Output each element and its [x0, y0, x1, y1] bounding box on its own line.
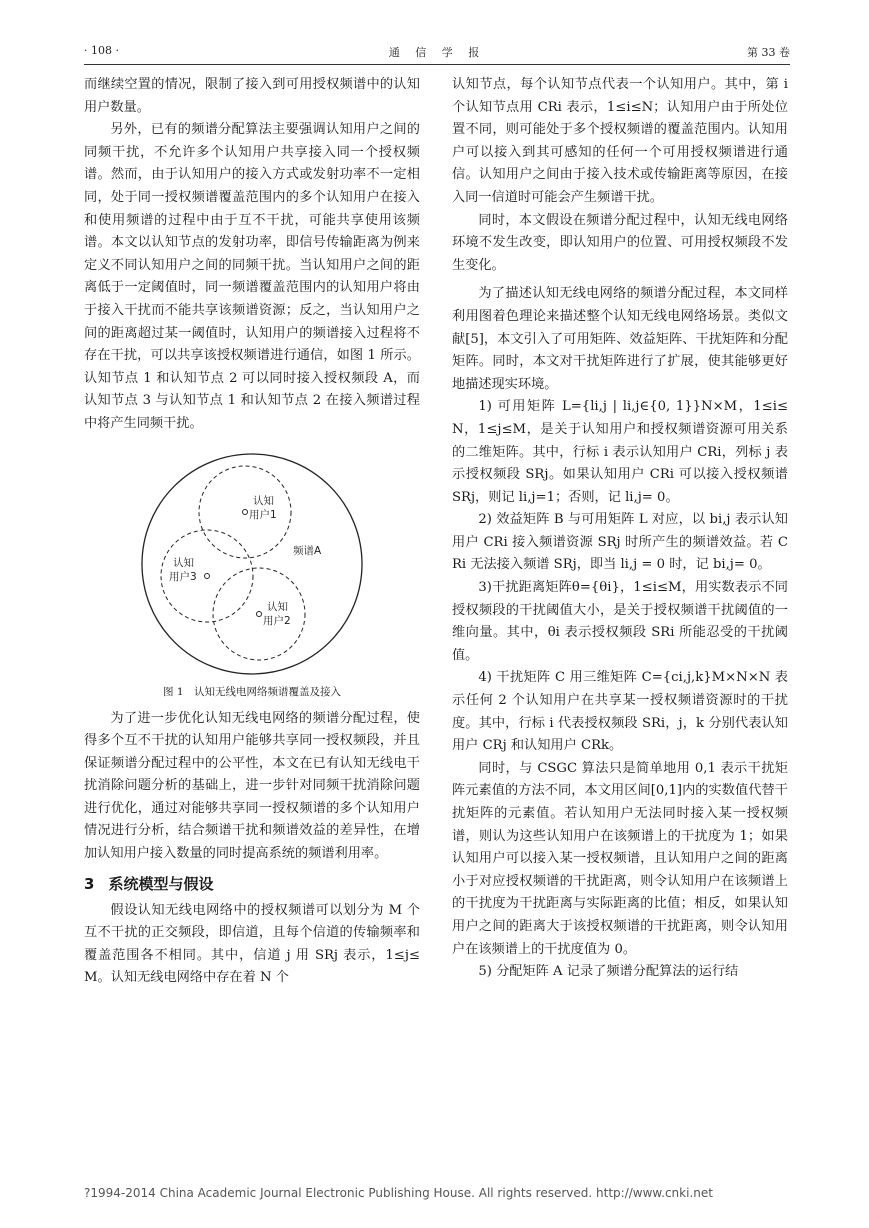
paragraph: 而继续空置的情况，限制了接入到可用授权频谱中的认知用户数量。 [84, 77, 420, 115]
header-rule [84, 64, 790, 65]
node2-dot [257, 611, 262, 616]
paragraph: 认知节点，每个认知节点代表一个认知用户。其中，第 i 个认知节点用 CRi 表示，1≤i≤N；认知用户由于所处位置不同，则可能处于多个授权频谱的覆盖范围内。认知用户可以接入到其可感知的任何一个可用授权频谱进行通信。认知用户之间由于接入技术或传输距离等原因，在接入同一信道时可能会产生频谱干扰。 [452, 77, 788, 205]
node2-range-circle [213, 568, 305, 660]
paragraph: 为了描述认知无线电网络的频谱分配过程，本文同样利用图着色理论来描述整个认知无线电网络场景。类似文献[5]，本文引入了可用矩阵、效益矩阵、干扰矩阵和分配矩阵。同时，本文对干扰矩阵进行了扩展，使其能够更好地描述现实环境。 [452, 286, 788, 392]
journal-name: 通 信 学 报 [388, 46, 486, 59]
section-heading [84, 872, 420, 896]
figure-1 [84, 446, 420, 700]
running-header [84, 42, 790, 62]
paragraph: 假设认知无线电网络中的授权频谱可以划分为 M 个互不干扰的正交频段，即信道，且每个信道的传输频率和覆盖范围各不相同。其中，信道 j 用 SRj 表示，1≤j≤M。认知无线电网络中存在着 N 个 [84, 902, 420, 986]
coverage-diagram [137, 446, 367, 682]
volume-label: 第 33 卷 [747, 46, 790, 59]
node3-label-line2: 用户3 [169, 570, 197, 583]
node3-label-line1: 认知 [173, 556, 194, 569]
paragraph: 3)干扰距离矩阵θ={θi}，1≤i≤M，用实数表示不同授权频段的干扰阈值大小，是关于授权频谱干扰阈值的一维向量。其中，θi 表示授权频段 SRi 所能忍受的干扰阈值。 [452, 580, 788, 663]
node1-dot [243, 509, 248, 514]
paragraph: 5) 分配矩阵 A 记录了频谱分配算法的运行结 [478, 964, 739, 980]
paragraph: 1) 可用矩阵 L={li,j | li,j∈{0, 1}}N×M，1≤i≤N，1≤j≤M，是关于认知用户和授权频谱资源可用关系的二维矩阵。其中，行标 i 表示认知用户 CRi，列标 j 表示授权频段 SRj。如果认知用户 CRi 可以接入授权频谱 SRj，则记 li,j=1；否则，记 li,j= 0。 [452, 399, 788, 505]
node2-label-line1: 认知 [267, 600, 288, 613]
node2-label-line2: 用户2 [263, 614, 291, 627]
paragraph: 4) 干扰矩阵 C 用三维矩阵 C={ci,j,k}M×N×N 表示任何 2 个认知用户在共享某一授权频谱资源时的干扰度。其中，行标 i 代表授权频段 SRi，j，k 分别代表认知用户 CRj 和认知用户 CRk。 [452, 670, 788, 754]
figure-caption: 图 1 认知无线电网络频谱覆盖及接入 [162, 685, 342, 698]
paragraph: 为了进一步优化认知无线电网络的频谱分配过程，使得多个互不干扰的认知用户能够共享同一授权频段，并且保证频谱分配过程中的公平性，本文在已有认知无线电干扰消除问题分析的基础上，进一步针对同频干扰消除问题进行优化，通过对能够共享同一授权频谱的多个认知用户情况进行分析，结合频谱干扰和频谱效益的差异性，在增加认知用户接入数量的同时提高系统的频谱利用率。 [84, 710, 420, 862]
node1-label-line2: 用户1 [249, 508, 277, 521]
paragraph: 另外，已有的频谱分配算法主要强调认知用户之间的同频干扰，不允许多个认知用户共享接入同一个授权频谱。然而，由于认知用户的接入方式或发射功率不一定相同，处于同一授权频谱覆盖范围内的多个认知用户在接入和使用频谱的过程中由于互不干扰，可能共享使用该频谱。本文以认知节点的发射功率，即信号传输距离为例来定义不同认知用户之间的同频干扰。当认知用户之间的距离低于一定阈值时，同一频谱覆盖范围内的认知用户将由于接入干扰而不能共享该频谱资源；反之，当认知用户之间的距离超过某一阈值时，认知用户的频谱接入过程将不存在干扰，可以共享该授权频谱进行通信，如图 1 所示。认知节点 1 和认知节点 2 可以同时接入授权频段 A，而认知节点 3 与认知节点 1 和认知节点 2 在接入频谱过程中将产生同频干扰。 [84, 122, 420, 431]
node1-range-circle [199, 466, 291, 558]
right-column [452, 74, 788, 984]
paragraph: 同时，与 CSGC 算法只是简单地用 0,1 表示干扰矩阵元素值的方法不同，本文用区间[0,1]内的实数值代替干扰矩阵的元素值。若认知用户无法同时接入某一授权频谱，则认为这些认知用户在该频谱上的干扰度为 1；如果认知用户可以接入某一授权频谱，且认知用户之间的距离小于对应授权频谱的干扰距离，则令认知用户在该频谱上的干扰度为干扰距离与实际距离的比值；相反，如果认知用户之间的距离大于该授权频谱的干扰距离，则令认知用户在该频谱上的干扰度值为 0。 [452, 760, 788, 957]
node1-label-line1: 认知 [253, 494, 274, 507]
section-number: 3 [84, 874, 95, 893]
paragraph: 2) 效益矩阵 B 与可用矩阵 L 对应，以 bi,j 表示认知用户 CRi 接入频谱资源 SRj 时所产生的频谱效益。若 CRi 无法接入频谱 SRj，即当 li,j = 0 时，记 bi,j= 0。 [452, 512, 788, 573]
copyright-footer: ?1994-2014 China Academic Journal Electronic Publishing House. All rights reserved. http://www.cnki.net [84, 1186, 713, 1200]
left-column [84, 74, 420, 990]
section-title: 系统模型与假设 [108, 874, 214, 893]
paragraph: 同时，本文假设在频谱分配过程中，认知无线电网络环境不发生改变，即认知用户的位置、可用授权频段不发生变化。 [452, 212, 788, 273]
node3-dot [205, 573, 210, 578]
band-a-label: 频谱A [293, 544, 322, 557]
page-number: · 108 · [84, 44, 119, 57]
